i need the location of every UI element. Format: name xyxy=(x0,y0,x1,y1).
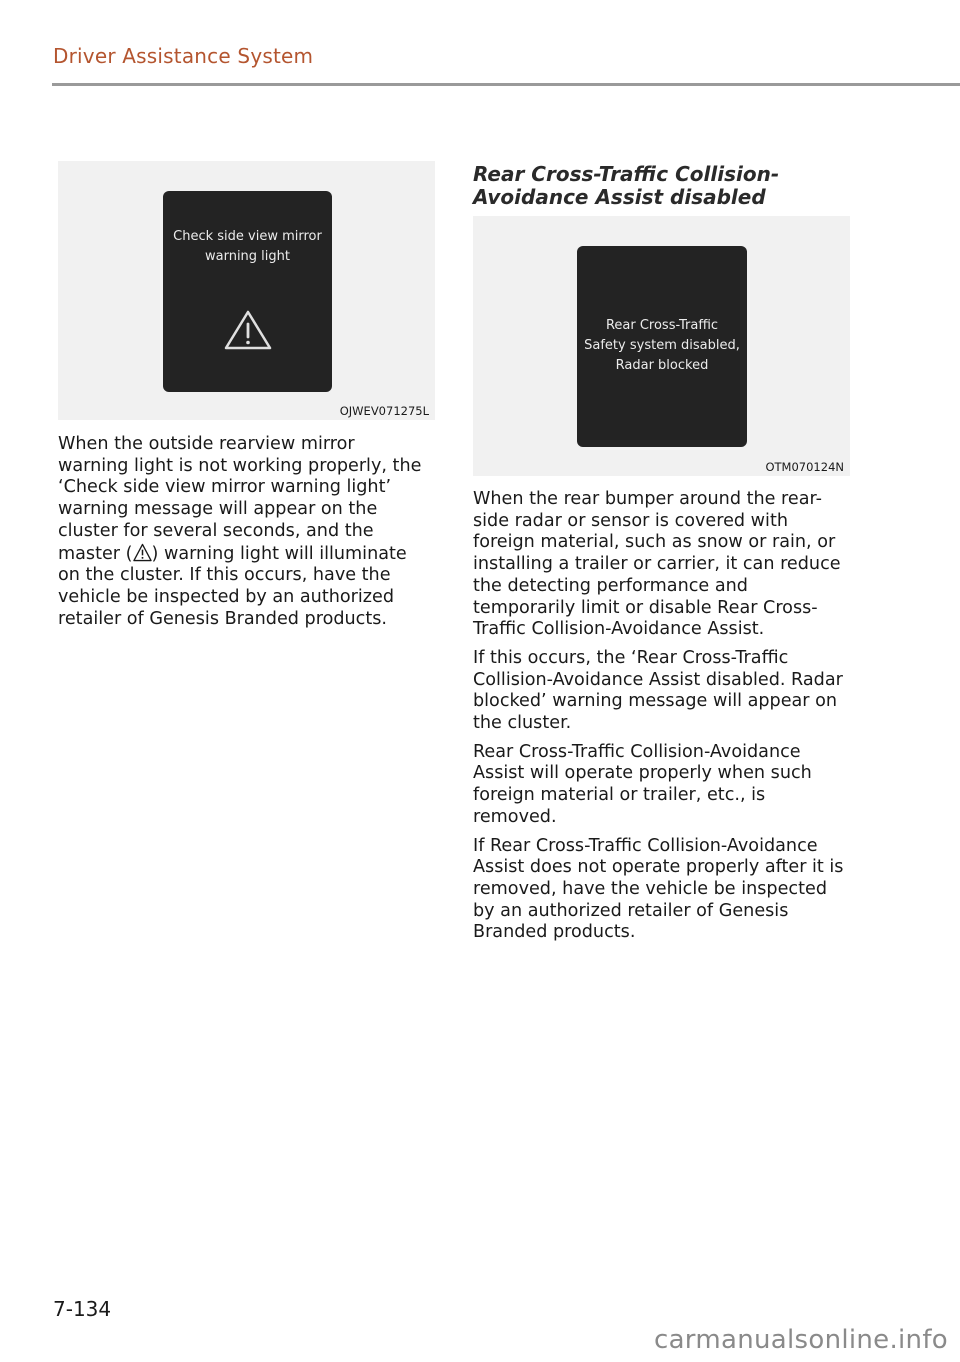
mirror-warning-paragraph xyxy=(58,434,430,637)
section-title: Driver Assistance System xyxy=(53,44,314,68)
figure-code: OJWEV071275L xyxy=(339,404,429,418)
paragraph: If Rear Cross-Traffic Collision-Avoidance Assist does not operate properly after it is removed, have the vehicle be inspected by an authorized retailer of Genesis Branded products. xyxy=(473,835,844,943)
paragraph-text-start: When the outside rearview mirror warning light is not working properly, the ‘Check side view mirror warning light’ warning message will appear on the cluster for several seconds, and the master ( xyxy=(58,434,422,564)
figure-mirror-warning xyxy=(58,161,435,420)
cluster-display xyxy=(163,191,332,392)
header-divider xyxy=(52,83,960,86)
page-number: 7-134 xyxy=(53,1297,112,1321)
cluster-message: Rear Cross-Traffic Safety system disabled, Radar blocked xyxy=(584,318,740,373)
cluster-display xyxy=(577,246,747,447)
paragraph: When the rear bumper around the rear-side radar or sensor is covered with foreign material, such as snow or rain, or installing a trailer or carrier, it can reduce the detecting performance and temporarily limit or disable Rear Cross-Traffic Collision-Avoidance Assist. xyxy=(473,489,841,640)
rctca-body xyxy=(473,489,848,951)
figure-rctca-disabled xyxy=(473,216,850,476)
paragraph: If this occurs, the ‘Rear Cross-Traffic Collision-Avoidance Assist disabled. Radar blocked’ warning message will appear on the cluster. xyxy=(473,647,843,734)
warning-triangle-icon xyxy=(133,543,152,562)
paragraph-text-end: ) warning light will illuminate on the cluster. If this occurs, have the vehicle be inspected by an authorized retailer of Genesis Branded products. xyxy=(58,543,407,629)
section-heading: Rear Cross-Traffic Collision-Avoidance Assist disabled xyxy=(473,162,780,209)
figure-code: OTM070124N xyxy=(765,460,844,474)
warning-triangle-icon xyxy=(223,309,273,351)
cluster-message: Check side view mirror warning light xyxy=(173,229,322,264)
watermark: carmanualsonline.info xyxy=(653,1325,948,1355)
paragraph: Rear Cross-Traffic Collision-Avoidance Assist will operate properly when such foreign material or trailer, etc., is removed. xyxy=(473,741,812,827)
